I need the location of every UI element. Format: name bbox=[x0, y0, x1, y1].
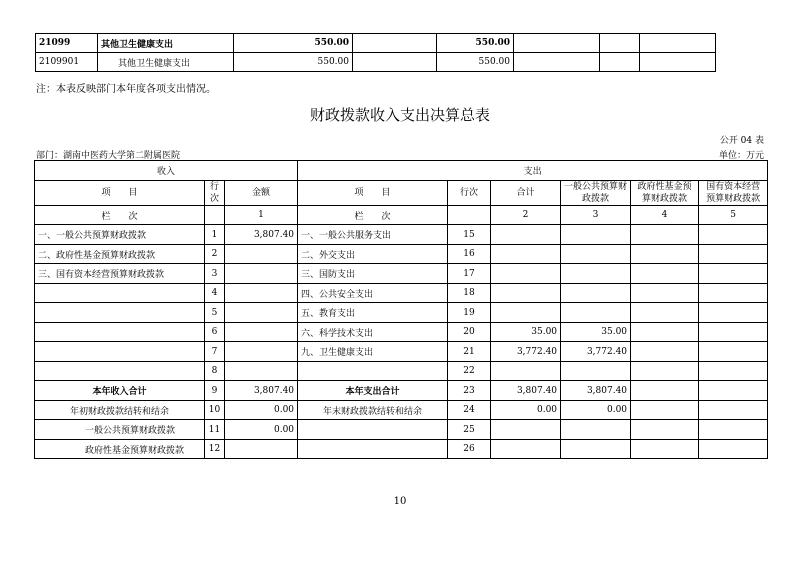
general-budget-amount bbox=[561, 244, 631, 264]
empty-cell bbox=[514, 34, 600, 53]
expense-item: 四、公共安全支出 bbox=[298, 283, 448, 303]
general-budget-amount: 3,772.40 bbox=[561, 342, 631, 362]
expense-total bbox=[491, 264, 561, 284]
table-row bbox=[35, 342, 768, 362]
department-label: 部门：湖南中医药大学第二附属医院 bbox=[36, 151, 181, 161]
amount-basic: 550.00 bbox=[437, 53, 514, 72]
expense-line-no: 15 bbox=[448, 225, 491, 245]
state-capital-amount bbox=[699, 400, 768, 420]
table-row bbox=[35, 439, 768, 459]
gov-fund-amount bbox=[631, 439, 699, 459]
expense-line-no: 16 bbox=[448, 244, 491, 264]
income-amount bbox=[225, 303, 298, 323]
general-budget-amount: 0.00 bbox=[561, 400, 631, 420]
income-line-no: 8 bbox=[205, 361, 225, 381]
income-header: 收入 bbox=[35, 161, 298, 181]
income-item: 一般公共预算财政拨款 bbox=[35, 420, 205, 440]
expense-line-no: 17 bbox=[448, 264, 491, 284]
income-line-no: 10 bbox=[205, 400, 225, 420]
lanci-label-2: 栏 次 bbox=[298, 205, 448, 225]
expense-total: 3,772.40 bbox=[491, 342, 561, 362]
empty-cell bbox=[514, 53, 600, 72]
expense-line-no: 25 bbox=[448, 420, 491, 440]
expense-item: 三、国防支出 bbox=[298, 264, 448, 284]
expense-item-header: 项 目 bbox=[298, 180, 448, 205]
gov-fund-amount bbox=[631, 420, 699, 440]
income-item bbox=[35, 303, 205, 323]
gov-fund-amount bbox=[631, 361, 699, 381]
expense-total: 0.00 bbox=[491, 400, 561, 420]
expense-item bbox=[298, 420, 448, 440]
income-item bbox=[35, 342, 205, 362]
table-row bbox=[35, 264, 768, 284]
expense-item bbox=[298, 439, 448, 459]
col-index-3: 3 bbox=[561, 205, 631, 225]
table-row bbox=[35, 361, 768, 381]
expense-total bbox=[491, 244, 561, 264]
expense-item: 九、卫生健康支出 bbox=[298, 342, 448, 362]
state-capital-amount bbox=[699, 322, 768, 342]
expense-item: 二、外交支出 bbox=[298, 244, 448, 264]
expense-total bbox=[491, 225, 561, 245]
expense-total: 35.00 bbox=[491, 322, 561, 342]
col-index-2: 2 bbox=[491, 205, 561, 225]
amount-total: 550.00 bbox=[234, 53, 353, 72]
empty-cell bbox=[353, 53, 437, 72]
amount-basic: 550.00 bbox=[437, 34, 514, 53]
fiscal-summary-table bbox=[34, 160, 768, 459]
table-row bbox=[35, 303, 768, 323]
income-amount: 3,807.40 bbox=[225, 225, 298, 245]
total-header: 合计 bbox=[491, 180, 561, 205]
gov-fund-amount bbox=[631, 225, 699, 245]
expense-total bbox=[491, 361, 561, 381]
income-line-no: 12 bbox=[205, 439, 225, 459]
expense-item: 一、一般公共服务支出 bbox=[298, 225, 448, 245]
income-amount bbox=[225, 439, 298, 459]
income-line-no: 2 bbox=[205, 244, 225, 264]
income-amount: 0.00 bbox=[225, 400, 298, 420]
item-code: 2109901 bbox=[36, 53, 98, 72]
unit-label: 单位：万元 bbox=[718, 151, 764, 161]
income-line-no: 9 bbox=[205, 381, 225, 401]
expense-line-no: 26 bbox=[448, 439, 491, 459]
item-name: 其他卫生健康支出 bbox=[98, 53, 234, 72]
income-line-no: 7 bbox=[205, 342, 225, 362]
gov-fund-amount bbox=[631, 283, 699, 303]
income-amount bbox=[225, 361, 298, 381]
income-line-no: 5 bbox=[205, 303, 225, 323]
table-row bbox=[35, 225, 768, 245]
column-index-row bbox=[35, 205, 768, 225]
page-number: 10 bbox=[393, 496, 407, 507]
col-index-1: 1 bbox=[225, 205, 298, 225]
state-capital-amount bbox=[699, 361, 768, 381]
expense-total: 3,807.40 bbox=[491, 381, 561, 401]
general-budget-amount bbox=[561, 264, 631, 284]
empty-cell bbox=[600, 34, 640, 53]
expense-total bbox=[491, 303, 561, 323]
income-line-no: 1 bbox=[205, 225, 225, 245]
state-capital-amount bbox=[699, 264, 768, 284]
state-capital-amount bbox=[699, 342, 768, 362]
income-item: 二、政府性基金预算财政拨款 bbox=[35, 244, 205, 264]
amount-total: 550.00 bbox=[234, 34, 353, 53]
general-budget-amount bbox=[561, 361, 631, 381]
general-budget-amount bbox=[561, 420, 631, 440]
gov-fund-header: 政府性基金预算财政拨款 bbox=[631, 180, 699, 205]
income-item bbox=[35, 361, 205, 381]
expense-line-no: 22 bbox=[448, 361, 491, 381]
state-capital-header: 国有资本经营预算财政拨款 bbox=[699, 180, 768, 205]
table-row bbox=[36, 34, 716, 53]
table-row bbox=[36, 53, 716, 72]
income-amount: 3,807.40 bbox=[225, 381, 298, 401]
item-name: 其他卫生健康支出 bbox=[98, 34, 234, 53]
expense-detail-fragment-table bbox=[35, 33, 716, 72]
state-capital-amount bbox=[699, 420, 768, 440]
income-amount: 0.00 bbox=[225, 420, 298, 440]
gov-fund-amount bbox=[631, 303, 699, 323]
table-row bbox=[35, 381, 768, 401]
expense-line-no: 18 bbox=[448, 283, 491, 303]
income-amount bbox=[225, 283, 298, 303]
expense-header: 支出 bbox=[298, 161, 768, 181]
table-note: 注：本表反映部门本年度各项支出情况。 bbox=[36, 84, 216, 95]
income-item: 三、国有资本经营预算财政拨款 bbox=[35, 264, 205, 284]
income-item: 本年收入合计 bbox=[35, 381, 205, 401]
table-row bbox=[35, 283, 768, 303]
income-amount-header: 金额 bbox=[225, 180, 298, 205]
income-item: 一、一般公共预算财政拨款 bbox=[35, 225, 205, 245]
general-budget-amount bbox=[561, 283, 631, 303]
gov-fund-amount bbox=[631, 244, 699, 264]
general-budget-amount: 35.00 bbox=[561, 322, 631, 342]
page-title: 财政拨款收入支出决算总表 bbox=[309, 106, 490, 124]
income-item: 政府性基金预算财政拨款 bbox=[35, 439, 205, 459]
header-row-2 bbox=[35, 180, 768, 205]
income-item-header: 项 目 bbox=[35, 180, 205, 205]
income-amount bbox=[225, 342, 298, 362]
empty-cell bbox=[640, 34, 716, 53]
income-line-no: 11 bbox=[205, 420, 225, 440]
income-item bbox=[35, 283, 205, 303]
gov-fund-amount bbox=[631, 342, 699, 362]
expense-line-no: 23 bbox=[448, 381, 491, 401]
expense-line-no: 24 bbox=[448, 400, 491, 420]
expense-total bbox=[491, 420, 561, 440]
empty-cell bbox=[640, 53, 716, 72]
general-budget-amount: 3,807.40 bbox=[561, 381, 631, 401]
state-capital-amount bbox=[699, 283, 768, 303]
expense-total bbox=[491, 283, 561, 303]
state-capital-amount bbox=[699, 225, 768, 245]
general-budget-header: 一般公共预算财政拨款 bbox=[561, 180, 631, 205]
income-item bbox=[35, 322, 205, 342]
expense-item: 六、科学技术支出 bbox=[298, 322, 448, 342]
header-row-1 bbox=[35, 161, 768, 181]
income-item: 年初财政拨款结转和结余 bbox=[35, 400, 205, 420]
state-capital-amount bbox=[699, 244, 768, 264]
expense-line-no: 20 bbox=[448, 322, 491, 342]
expense-item: 本年支出合计 bbox=[298, 381, 448, 401]
income-line-no: 6 bbox=[205, 322, 225, 342]
gov-fund-amount bbox=[631, 264, 699, 284]
expense-item: 年末财政拨款结转和结余 bbox=[298, 400, 448, 420]
expense-total bbox=[491, 439, 561, 459]
col-index-5: 5 bbox=[699, 205, 768, 225]
empty-cell bbox=[353, 34, 437, 53]
expense-line-no: 19 bbox=[448, 303, 491, 323]
lanci-label: 栏 次 bbox=[35, 205, 205, 225]
table-row bbox=[35, 244, 768, 264]
empty-cell bbox=[600, 53, 640, 72]
gov-fund-amount bbox=[631, 400, 699, 420]
expense-item bbox=[298, 361, 448, 381]
income-line-no: 4 bbox=[205, 283, 225, 303]
form-code: 公开 04 表 bbox=[719, 136, 764, 146]
expense-item: 五、教育支出 bbox=[298, 303, 448, 323]
table-row bbox=[35, 420, 768, 440]
expense-line-no: 21 bbox=[448, 342, 491, 362]
table-row bbox=[35, 322, 768, 342]
gov-fund-amount bbox=[631, 322, 699, 342]
general-budget-amount bbox=[561, 225, 631, 245]
income-line-no: 3 bbox=[205, 264, 225, 284]
table-row bbox=[35, 400, 768, 420]
state-capital-amount bbox=[699, 303, 768, 323]
gov-fund-amount bbox=[631, 381, 699, 401]
item-code: 21099 bbox=[36, 34, 98, 53]
income-line-header: 行次 bbox=[205, 180, 225, 205]
income-amount bbox=[225, 264, 298, 284]
income-amount bbox=[225, 322, 298, 342]
income-amount bbox=[225, 244, 298, 264]
state-capital-amount bbox=[699, 439, 768, 459]
state-capital-amount bbox=[699, 381, 768, 401]
col-index-4: 4 bbox=[631, 205, 699, 225]
general-budget-amount bbox=[561, 439, 631, 459]
general-budget-amount bbox=[561, 303, 631, 323]
expense-line-header: 行次 bbox=[448, 180, 491, 205]
